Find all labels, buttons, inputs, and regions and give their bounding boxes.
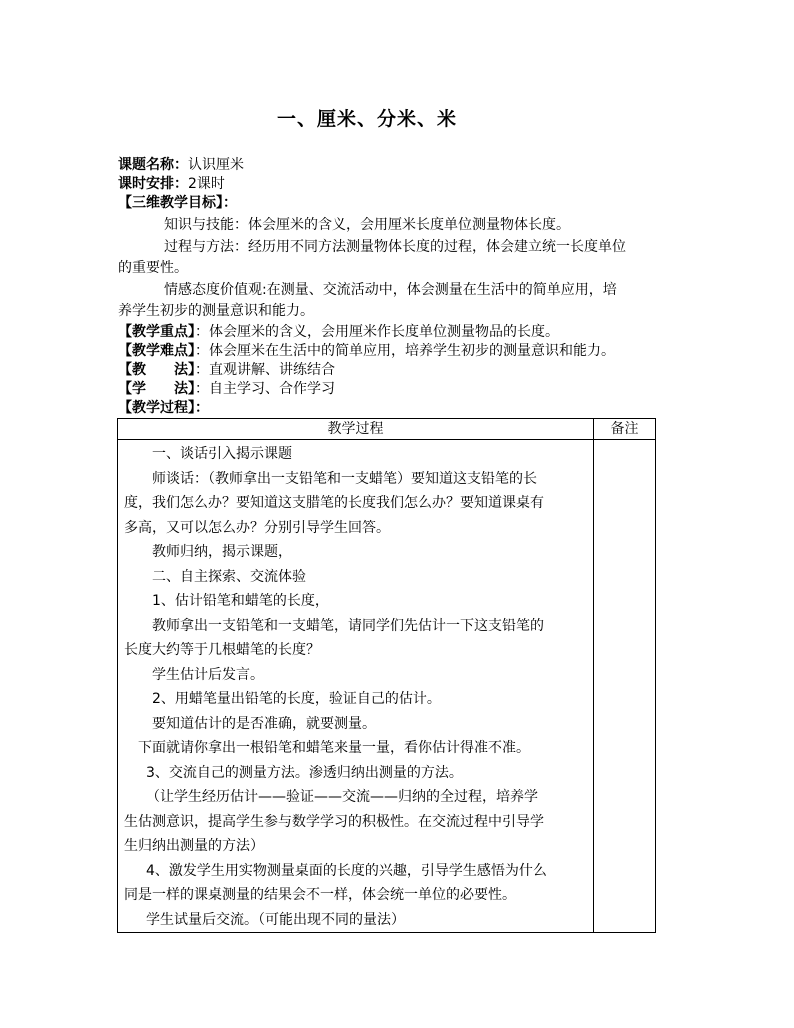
process-line: 二、自主探索、交流体验 xyxy=(152,568,306,585)
hours-value: 2课时 xyxy=(188,176,225,192)
process-line: 3、交流自己的测量方法。渗透归纳出测量的方法。 xyxy=(146,764,463,781)
teach-method-value: ：直观讲解、讲练结合 xyxy=(195,362,335,378)
process-line: 4、激发学生用实物测量桌面的长度的兴趣，引导学生感悟为什么 xyxy=(146,862,547,879)
process-line: 师谈话：（教师拿出一支铅笔和一支蜡笔）要知道这支铅笔的长 xyxy=(152,470,537,487)
key-point-label: 【教学重点】 xyxy=(118,324,195,340)
process-header-label: 【教学过程】： xyxy=(118,400,209,416)
header-notes: 备注 xyxy=(594,419,656,440)
topic-value: 认识厘米 xyxy=(188,157,244,173)
notes-cell xyxy=(594,440,656,933)
difficulty-value: ：体会厘米在生活中的简单应用，培养学生初步的测量意识和能力。 xyxy=(195,343,615,359)
hours-line xyxy=(118,175,698,194)
process-line: 1、估计铅笔和蜡笔的长度， xyxy=(152,593,329,609)
header-process: 教学过程 xyxy=(118,419,594,440)
process-line: 度，我们怎么办？要知道这支腊笔的长度我们怎么办？要知道课桌有 xyxy=(124,495,544,511)
process-line: 生估测意识，提高学生参与数学学习的积极性。在交流过程中引导学 xyxy=(124,813,544,830)
difficulty-line xyxy=(118,342,718,361)
goal-attitude-line2: 养学生初步的测量意识和能力。 xyxy=(118,303,314,319)
hours-label: 课时安排： xyxy=(118,176,188,192)
goal-process-line1: 过程与方法：经历用不同方法测量物体长度的过程，体会建立统一长度单位 xyxy=(164,239,626,255)
process-line: 要知道估计的是否准确，就要测量。 xyxy=(152,715,376,732)
goals-header-label: 【三维教学目标】： xyxy=(118,195,237,211)
key-point-line xyxy=(118,323,698,342)
process-content-cell xyxy=(118,440,594,933)
document-title: 一、厘米、分米、米 xyxy=(276,108,457,130)
teach-method-line xyxy=(118,361,698,380)
process-line: （让学生经历估计——验证——交流——归纳的全过程，培养学 xyxy=(146,789,538,805)
process-line: 教师归纳，揭示课题， xyxy=(152,544,292,560)
table-body-row xyxy=(118,440,656,933)
goals-header xyxy=(118,194,698,213)
topic-label: 课题名称： xyxy=(118,157,188,173)
process-line: 教师拿出一支铅笔和一支蜡笔，请同学们先估计一下这支铅笔的 xyxy=(152,617,544,634)
process-line: 下面就请你拿出一根铅笔和蜡笔来量一量，看你估计得准不准。 xyxy=(138,740,530,756)
goal-knowledge: 知识与技能：体会厘米的含义，会用厘米长度单位测量物体长度。 xyxy=(164,217,570,233)
key-point-value: ：体会厘米的含义，会用厘米作长度单位测量物品的长度。 xyxy=(195,324,559,340)
process-line: 多高，又可以怎么办？分别引导学生回答。 xyxy=(124,519,390,536)
process-line: 2、用蜡笔量出铅笔的长度，验证自己的估计。 xyxy=(152,691,441,707)
goal-attitude-line1: 情感态度价值观:在测量、交流活动中，体会测量在生活中的简单应用，培 xyxy=(164,282,617,298)
difficulty-label: 【教学难点】 xyxy=(118,343,195,359)
lesson-process-table xyxy=(117,418,656,933)
goal-process-line2: 的重要性。 xyxy=(118,260,188,276)
table-header-row xyxy=(118,419,656,440)
process-line: 长度大约等于几根蜡笔的长度？ xyxy=(124,642,320,658)
process-line: 生归纳出测量的方法） xyxy=(124,838,264,854)
process-line: 一、谈话引入揭示课题 xyxy=(152,446,292,462)
process-line: 学生试量后交流。（可能出现不同的量法） xyxy=(146,911,405,928)
learn-method-line xyxy=(118,380,698,399)
teach-method-label: 【教 法】 xyxy=(118,362,195,378)
learn-method-label: 【学 法】 xyxy=(118,381,195,397)
topic-line xyxy=(118,156,698,175)
process-line: 同是一样的课桌测量的结果会不一样，体会统一单位的必要性。 xyxy=(124,887,516,903)
process-header xyxy=(118,399,698,418)
learn-method-value: ：自主学习、合作学习 xyxy=(195,381,335,397)
process-line: 学生估计后发言。 xyxy=(152,666,264,683)
